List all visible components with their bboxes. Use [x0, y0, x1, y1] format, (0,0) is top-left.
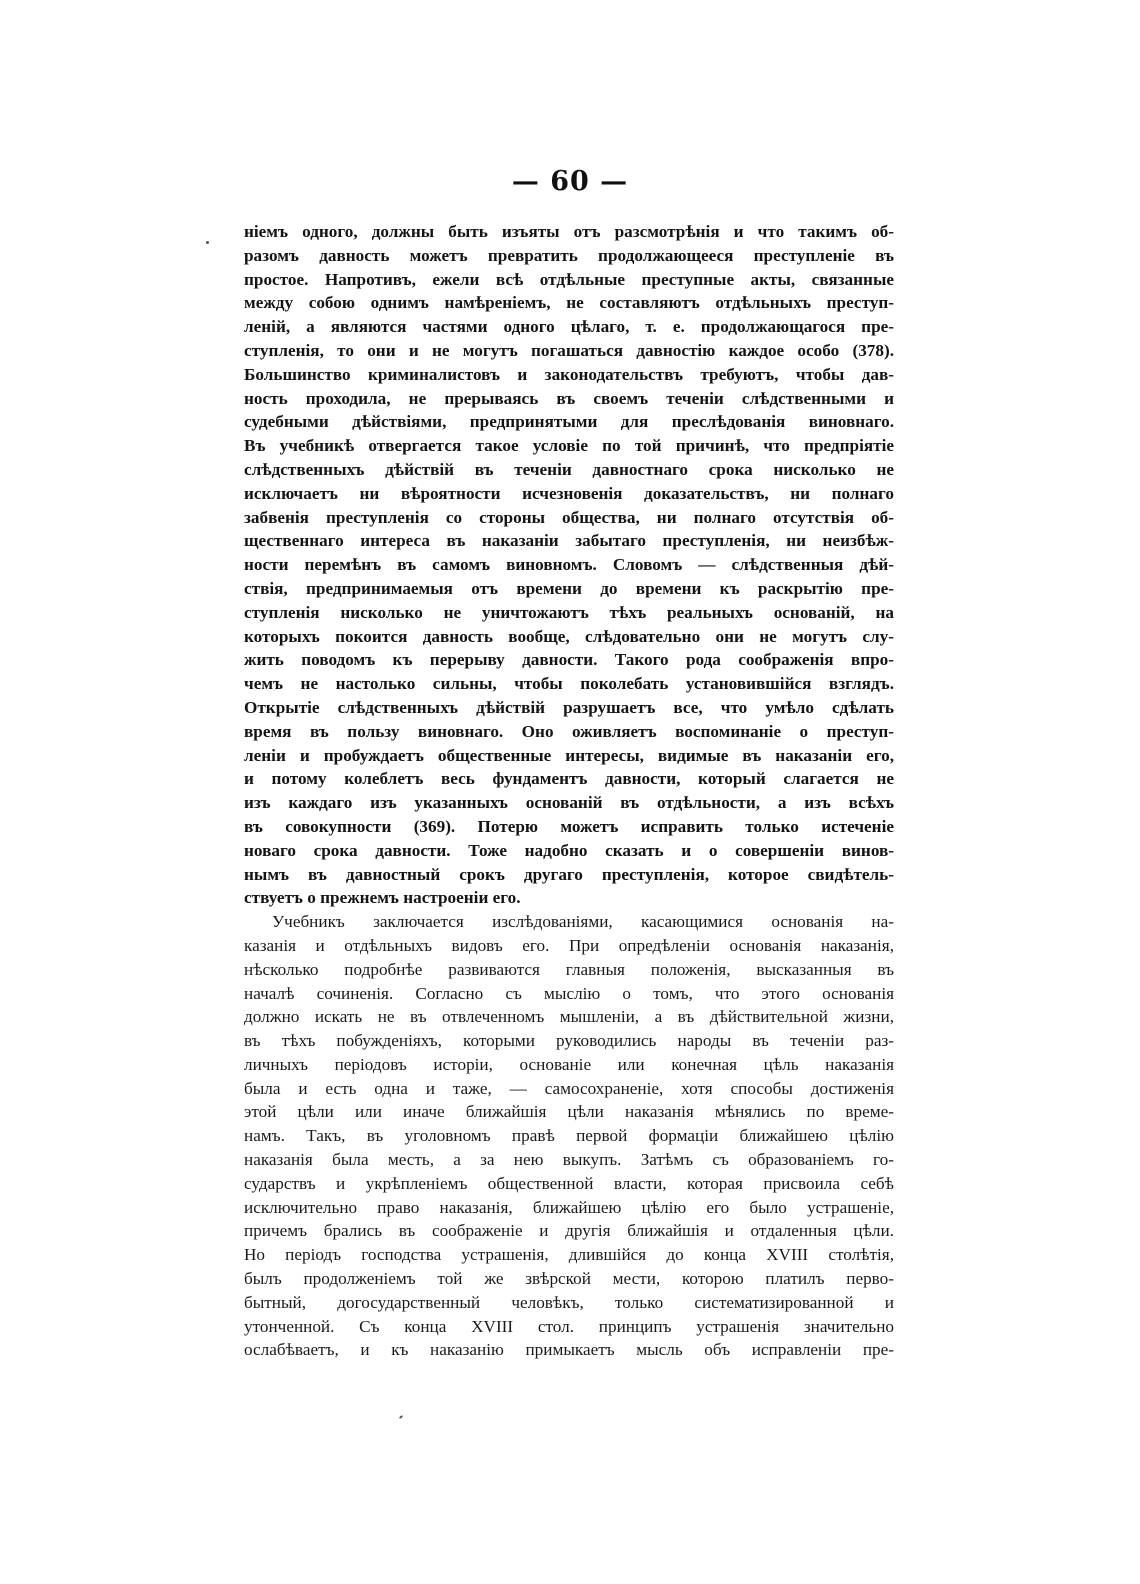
text-line: между собою однимъ намѣреніемъ, не составляютъ отдѣльныхъ преступ- — [244, 293, 894, 313]
text-line: ствія, предпринимаемыя отъ времени до времени къ раскрытію пре- — [244, 578, 894, 598]
text-line: нымъ въ давностный срокъ другаго преступленія, которое свидѣтель- — [244, 864, 894, 884]
print-speck — [206, 241, 209, 244]
text-line: утонченной. Съ конца XVIII стол. принципъ устрашенія значительно — [244, 1316, 894, 1336]
text-line: ствуетъ о прежнемъ настроеніи его. — [244, 888, 521, 908]
text-line: ности перемѣнъ въ самомъ виновномъ. Словомъ — слѣдственныя дѣй- — [244, 555, 894, 575]
text-line: новаго срока давности. Тоже надобно сказать и о совершеніи винов- — [244, 840, 894, 860]
text-line: леніи и пробуждаетъ общественные интересы, видимые въ наказаніи его, — [244, 745, 894, 765]
text-line: въ совокупности (369). Потерю можетъ исправить только истеченіе — [244, 816, 894, 836]
text-line: сударствъ и укрѣпленіемъ общественной власти, которая присвоила себѣ — [244, 1173, 894, 1193]
text-line: казанія и отдѣльныхъ видовъ его. При опредѣленіи основанія наказанія, — [244, 935, 894, 955]
text-line: щественнаго интереса въ наказаніи забытаго преступленія, ни неизбѣж- — [244, 531, 894, 551]
text-line: и потому колеблетъ весь фундаментъ давности, который слагается не — [244, 769, 894, 789]
text-line: Но періодъ господства устрашенія, длившійся до конца XVIII столѣтія, — [244, 1245, 894, 1265]
text-line: леній, а являются частями одного цѣлаго, т. е. продолжающагося пре- — [244, 317, 894, 337]
text-line: этой цѣли или иначе ближайшія цѣли наказанія мѣнялись по време- — [244, 1102, 894, 1122]
body-text — [244, 220, 894, 1362]
text-line: исключаетъ ни вѣроятности исчезновенія доказательствъ, ни полнаго — [244, 483, 894, 503]
text-line: судебными дѣйствіями, предпринятыми для преслѣдованія виновнаго. — [244, 412, 894, 432]
text-line: наказанія была месть, а за нею выкупъ. Затѣмъ съ образованіемъ го- — [244, 1150, 894, 1170]
paragraph-2 — [244, 910, 894, 1362]
text-line: Учебникъ заключается изслѣдованіями, касающимися основанія на- — [272, 912, 894, 932]
text-line: ступленія, то они и не могутъ погашаться давностію каждое особо (378). — [244, 340, 894, 360]
print-speck — [399, 1415, 403, 1419]
text-line: время въ пользу виновнаго. Оно оживляетъ воспоминаніе о преступ- — [244, 721, 894, 741]
text-line: была и есть одна и таже, — самосохраненіе, хотя способы достиженія — [244, 1078, 894, 1098]
text-line: разомъ давность можетъ превратить продолжающееся преступленіе въ — [244, 245, 894, 265]
text-line: исключительно право наказанія, ближайшею цѣлію его было устрашеніе, — [244, 1197, 894, 1217]
text-line: ность проходила, не прерываясь въ своемъ теченіи слѣдственными и — [244, 388, 894, 408]
text-line: личныхъ періодовъ исторіи, основаніе или конечная цѣль наказанія — [244, 1054, 894, 1074]
text-line: простое. Напротивъ, ежели всѣ отдѣльные преступные акты, связанные — [244, 269, 894, 289]
text-line: намъ. Такъ, въ уголовномъ правѣ первой формаціи ближайшею цѣлію — [244, 1126, 894, 1146]
paragraph-1 — [244, 220, 894, 910]
text-line: чемъ не настолько сильны, чтобы поколебать установившійся взглядъ. — [244, 674, 894, 694]
text-line: нѣсколько подробнѣе развиваются главныя положенія, высказанныя въ — [244, 959, 894, 979]
text-line: забвенія преступленія со стороны общества, ни полнаго отсутствія об- — [244, 507, 894, 527]
text-line: Открытіе слѣдственныхъ дѣйствій разрушаетъ все, что умѣло сдѣлать — [244, 697, 894, 717]
text-line: Большинство криминалистовъ и законодательствъ требуютъ, чтобы дав- — [244, 364, 894, 384]
text-line: бытный, догосударственный человѣкъ, только систематизированной и — [244, 1292, 894, 1312]
text-line: Въ учебникѣ отвергается такое условіе по той причинѣ, что предпріятіе — [244, 436, 894, 456]
text-line: причемъ брались въ соображеніе и другія ближайшія и отдаленныя цѣли. — [244, 1221, 894, 1241]
text-line: слѣдственныхъ дѣйствій въ теченіи давностнаго срока нисколько не — [244, 459, 894, 479]
text-line: въ тѣхъ побужденіяхъ, которыми руководились народы въ теченіи раз- — [244, 1031, 894, 1051]
text-line: былъ продолженіемъ той же звѣрской мести, которою платилъ перво- — [244, 1269, 894, 1289]
text-line: ослабѣваетъ, и къ наказанію примыкаетъ мысль объ исправленіи пре- — [244, 1340, 894, 1360]
text-line: изъ каждаго изъ указанныхъ основаній въ отдѣльности, а изъ всѣхъ — [244, 793, 894, 813]
text-line: началѣ сочиненія. Согласно съ мыслію о томъ, что этого основанія — [244, 983, 894, 1003]
text-line: жить поводомъ къ перерыву давности. Такого рода соображенія впро- — [244, 650, 894, 670]
text-line: должно искать не въ отвлеченномъ мышленіи, а въ дѣйствительной жизни, — [244, 1007, 894, 1027]
text-line: ступленія нисколько не уничтожаютъ тѣхъ реальныхъ основаній, на — [244, 602, 894, 622]
text-line: ніемъ одного, должны быть изъяты отъ разсмотрѣнія и что такимъ об- — [244, 222, 894, 241]
page-number: — 60 — — [511, 166, 629, 197]
text-line: которыхъ покоится давность вообще, слѣдовательно они не могутъ слу- — [244, 626, 894, 646]
